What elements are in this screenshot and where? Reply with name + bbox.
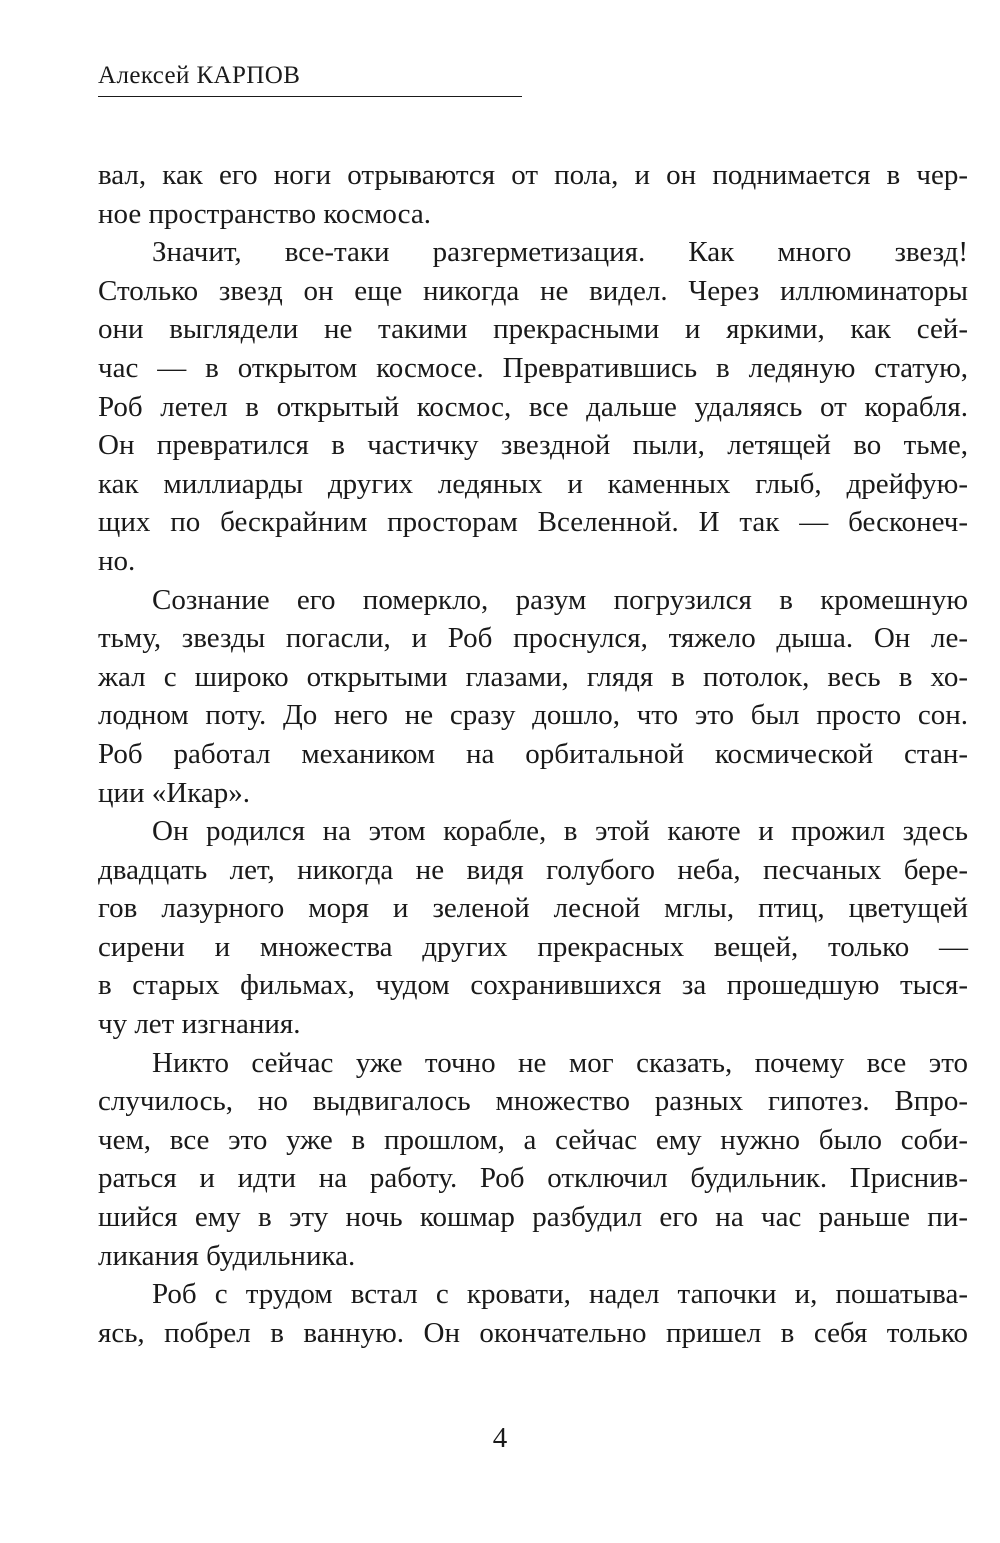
text-line: Столько звезд он еще никогда не видел. Через иллюминаторы xyxy=(98,274,968,307)
text-line: сирени и множества других прекрасных вещей, только — xyxy=(98,930,968,963)
text-line: ликания будильника. xyxy=(98,1239,356,1272)
text-line: Сознание его померкло, разум погрузился в кромешную xyxy=(152,583,968,616)
text-line: ное пространство космоса. xyxy=(98,197,431,230)
text-line: чем, все это уже в прошлом, а сейчас ему нужно было соби- xyxy=(98,1123,968,1156)
text-line: они выглядели не такими прекрасными и яркими, как сей- xyxy=(98,313,968,346)
text-line: Роб с трудом встал с кровати, надел тапочки и, пошатыва- xyxy=(152,1278,968,1311)
text-line: Никто сейчас уже точно не мог сказать, почему все это xyxy=(152,1046,968,1079)
text-line: Роб работал механиком на орбитальной космической стан- xyxy=(98,737,968,770)
text-line: Он превратился в частичку звездной пыли, летящей во тьме, xyxy=(98,429,968,462)
text-line: Значит, все-таки разгерметизация. Как много звезд! xyxy=(152,236,968,269)
text-line: час — в открытом космосе. Превратившись в ледяную статую, xyxy=(98,351,968,384)
text-line: жал с широко открытыми глазами, глядя в потолок, весь в хо- xyxy=(98,660,968,693)
text-line: раться и идти на работу. Роб отключил будильник. Приснив- xyxy=(98,1162,968,1195)
text-line: случилось, но выдвигалось множество разных гипотез. Впро- xyxy=(98,1085,968,1118)
text-line: щих по бескрайним просторам Вселенной. И так — бесконеч- xyxy=(98,506,968,539)
page-number: 4 xyxy=(492,1422,508,1454)
text-line: чу лет изгнания. xyxy=(98,1008,301,1041)
text-line: гов лазурного моря и зеленой лесной мглы, птиц, цветущей xyxy=(98,892,968,925)
text-line: тьму, звезды погасли, и Роб проснулся, тяжело дыша. Он ле- xyxy=(98,622,968,655)
text-line: ясь, побрел в ванную. Он окончательно пришел в себя только xyxy=(98,1316,968,1349)
text-line: ции «Икар». xyxy=(98,776,251,809)
running-head xyxy=(98,62,522,97)
text-line: в старых фильмах, чудом сохранившихся за прошедшую тыся- xyxy=(98,969,968,1002)
page-text xyxy=(98,156,968,1352)
text-line: Роб летел в открытый космос, все дальше удаляясь от корабля. xyxy=(98,390,968,423)
text-line: двадцать лет, никогда не видя голубого неба, песчаных бере- xyxy=(98,853,968,886)
text-line: но. xyxy=(98,544,136,577)
text-line: шийся ему в эту ночь кошмар разбудил его на час раньше пи- xyxy=(98,1201,968,1234)
author-name: Алексей КАРПОВ xyxy=(98,62,301,89)
text-line: лодном поту. До него не сразу дошло, что это был просто сон. xyxy=(98,699,968,732)
text-line: Он родился на этом корабле, в этой каюте и прожил здесь xyxy=(152,815,968,848)
text-line: вал, как его ноги отрываются от пола, и он поднимается в чер- xyxy=(98,159,968,191)
text-line: как миллиарды других ледяных и каменных глыб, дрейфую- xyxy=(98,467,968,500)
